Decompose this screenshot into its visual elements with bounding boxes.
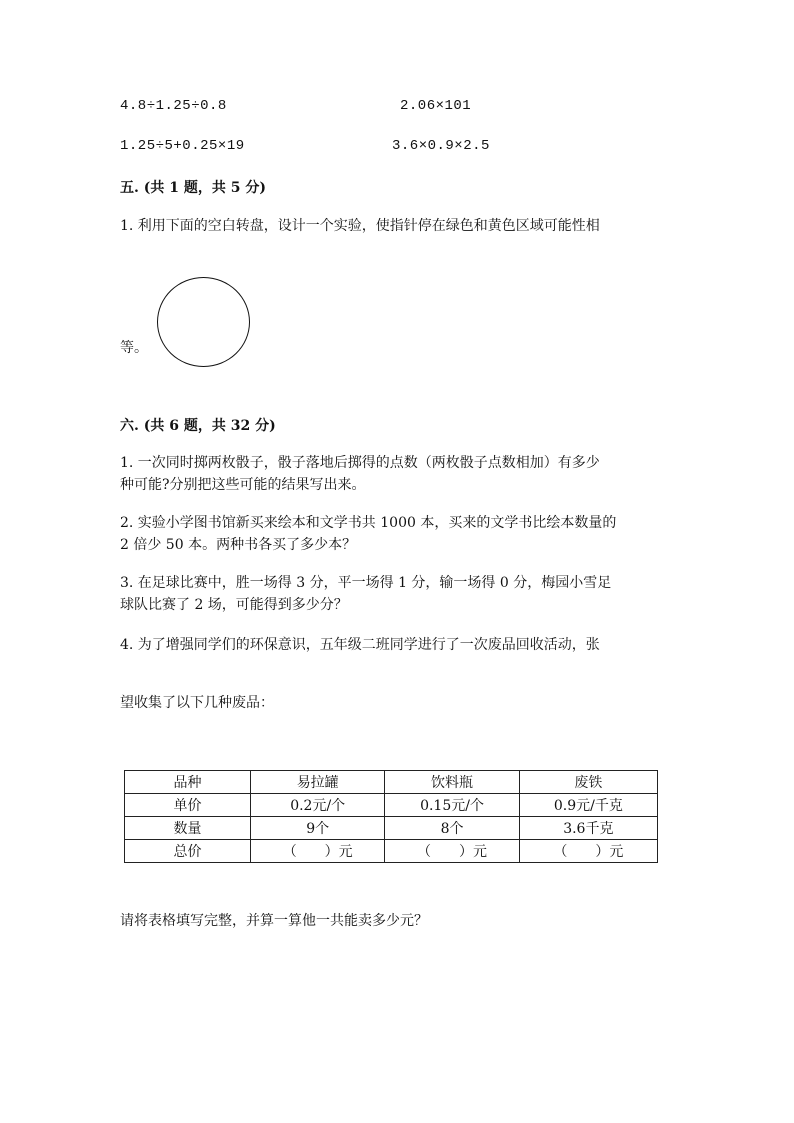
table-cell: 0.2元/个 [251, 794, 385, 817]
question-text: 1. 一次同时掷两枚骰子，骰子落地后掷得的点数（两枚骰子点数相加）有多少 [120, 455, 600, 471]
question-1 [120, 452, 680, 496]
question-text: 1. 利用下面的空白转盘，设计一个实验，使指针停在绿色和黄色区域可能性相 [120, 218, 600, 234]
table-header-cell: 废铁 [519, 771, 657, 794]
question-text: 3. 在足球比赛中，胜一场得 3 分，平一场得 1 分，输一场得 0 分，梅园小雪足 [120, 575, 612, 591]
table-cell: （ ）元 [519, 840, 657, 863]
table-row [125, 840, 658, 863]
question-3 [120, 572, 680, 616]
table-cell: 3.6千克 [519, 817, 657, 840]
question-text: 种可能?分别把这些可能的结果写出来。 [120, 477, 366, 493]
calc-expression: 2.06×101 [400, 98, 472, 114]
table-cell: （ ）元 [385, 840, 519, 863]
table-cell: （ ）元 [251, 840, 385, 863]
section-heading: 五. (共 1 题，共 5 分) [120, 180, 266, 196]
table-cell: 总价 [125, 840, 251, 863]
calc-expression: 1.25÷5+0.25×19 [120, 138, 245, 154]
table-header-cell: 易拉罐 [251, 771, 385, 794]
section-heading: 六. (共 6 题，共 32 分) [120, 418, 276, 434]
table-cell: 0.15元/个 [385, 794, 519, 817]
table-cell: 8个 [385, 817, 519, 840]
table-header-cell: 饮料瓶 [385, 771, 519, 794]
table-header-row [125, 771, 658, 794]
table-cell: 单价 [125, 794, 251, 817]
question-text: 等。 [120, 340, 148, 356]
table-cell: 0.9元/千克 [519, 794, 657, 817]
table-cell: 9个 [251, 817, 385, 840]
question-text: 2 倍少 50 本。两种书各买了多少本？ [120, 537, 357, 553]
question-text: 球队比赛了 2 场，可能得到多少分？ [120, 597, 348, 613]
table-cell: 数量 [125, 817, 251, 840]
question-text: 望收集了以下几种废品： [120, 695, 274, 711]
question-text: 请将表格填写完整，并算一算他一共能卖多少元？ [120, 913, 428, 929]
question-text: 2. 实验小学图书馆新买来绘本和文学书共 1000 本，买来的文学书比绘本数量的 [120, 515, 617, 531]
table-row [125, 794, 658, 817]
calc-expression: 4.8÷1.25÷0.8 [120, 98, 227, 114]
table-header-cell: 品种 [125, 771, 251, 794]
question-text: 4. 为了增强同学们的环保意识，五年级二班同学进行了一次废品回收活动，张 [120, 637, 600, 653]
blank-spinner-circle [157, 277, 250, 367]
question-2 [120, 512, 680, 556]
waste-price-table [124, 770, 658, 863]
calc-expression: 3.6×0.9×2.5 [392, 138, 490, 154]
table-row [125, 817, 658, 840]
